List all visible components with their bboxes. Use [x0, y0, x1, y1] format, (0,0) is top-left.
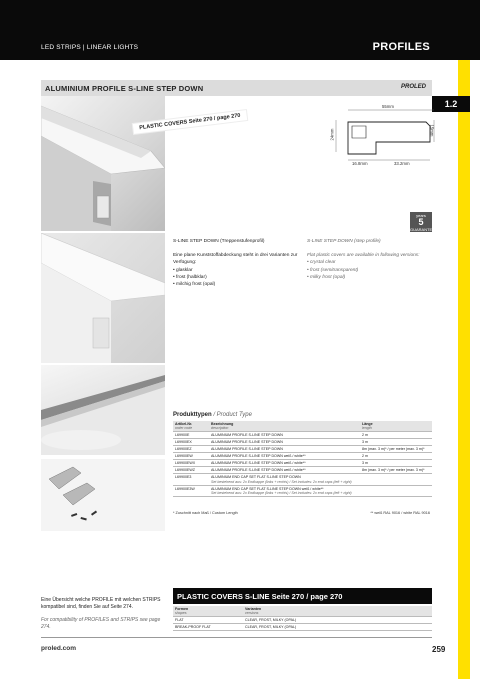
- footnote-white-ral: ** weiß RAL 9016 / white RAL 9016: [370, 511, 430, 515]
- list-item: • milchig frost (opal): [173, 282, 216, 288]
- brand-logo: PROLED: [400, 84, 426, 90]
- guarantee-years-label: years: [416, 213, 426, 218]
- plastic-covers-callout: PLASTIC COVERS Seite 270 / page 270: [133, 110, 247, 134]
- dim-height-left: 24mm: [329, 128, 335, 141]
- dim-width-total: 55mm: [382, 104, 394, 109]
- side-tab-bar: [458, 60, 470, 679]
- table-row: L69900EZ ALUMINIUM PROFILE S-LINE STEP DOWN 8m (max. 3 m)* / per meter (max. 3 m)*: [173, 446, 432, 453]
- footer-divider: [41, 637, 432, 638]
- profile-cross-section-diagram: [330, 102, 440, 168]
- list-item: • crystal clear: [307, 260, 336, 266]
- table-row: L69900E3W ALUMINIUM END CAP SET FLAT S-LINE STEP DOWN weiß / white** Set bestehend aus: 2x Endkappe (links + rechts) / Set includes: 2x end caps (left + right): [173, 485, 432, 496]
- list-item: • frost (halbklar): [173, 274, 207, 280]
- footnote-custom-length: * Zuschnitt nach Maß / Custom Length: [173, 511, 238, 515]
- table-row: L69900EW ALUMINIUM PROFILE S-LINE STEP DOWN weiß / white** 2 m: [173, 453, 432, 460]
- column-header: Länge length: [360, 421, 432, 432]
- category-label: PROFILES: [372, 41, 430, 53]
- product-types-heading: Produkttypen / Product Type: [173, 412, 252, 418]
- description-heading: S-LINE STEP DOWN (Treppenstufenprofil): [173, 239, 265, 244]
- compatibility-note: [41, 597, 161, 631]
- table-row: L69900E3 ALUMINIUM END CAP SET FLAT S-LINE STEP DOWN Set bestehend aus: 2x Endkappe (links + rechts) / Set includes: 2x end caps (left + right): [173, 474, 432, 485]
- table-row: FLAT CLEAR, FROST, MILKY (OPAL): [173, 617, 432, 624]
- plastic-covers-table: [173, 606, 432, 631]
- table-header-row: [173, 421, 432, 432]
- table-row: L69900E ALUMINIUM PROFILE S-LINE STEP DOWN 2 m: [173, 432, 432, 439]
- description-intro: Flat plastic covers are available in following versions:: [307, 253, 420, 259]
- list-item: • milky frost (opal): [307, 274, 346, 280]
- guarantee-label: GUARANTEE: [410, 227, 435, 232]
- description-heading: S-LINE STEP DOWN (step profile): [307, 239, 381, 244]
- chapter-number: 1.2: [432, 96, 470, 112]
- table-row: L69900EWZ ALUMINIUM PROFILE S-LINE STEP DOWN weiß / white** 8m (max. 3 m)* / per meter (max. 3 m)*: [173, 467, 432, 474]
- list-item: • glasklar: [173, 267, 193, 273]
- page-number: 259: [432, 645, 446, 654]
- footer-website-link[interactable]: proled.com: [41, 645, 77, 652]
- end-caps-photo: [41, 459, 165, 531]
- column-header: Bezeichnung description: [209, 421, 360, 432]
- column-header: Varianten versions: [243, 606, 432, 617]
- guarantee-badge: [410, 212, 435, 232]
- description-intro: Eine plane Kunststoffabdeckung steht in drei Varianten zur Verfügung:: [173, 253, 298, 266]
- product-table: [173, 421, 432, 497]
- list-item: • frost (semitransparent): [307, 267, 359, 273]
- description-german: [173, 238, 303, 288]
- column-header: Artikel-Nr. order code: [173, 421, 209, 432]
- section-label: LED STRIPS | LINEAR LIGHTS: [41, 44, 139, 51]
- header-bar: [0, 0, 480, 60]
- table-row: L69900EWX ALUMINIUM PROFILE S-LINE STEP DOWN weiß / white** 3 m: [173, 460, 432, 467]
- installation-photo: [41, 365, 165, 455]
- compatibility-note-de: Eine Übersicht welche PROFILE mit welchen STRIPS kompatibel sind, finden Sie auf Seite 274.: [41, 597, 161, 610]
- table-row: L69900EX ALUMINIUM PROFILE S-LINE STEP DOWN 3 m: [173, 439, 432, 446]
- table-header-row: [173, 606, 432, 617]
- table-row: BREAK-PROOF FLAT CLEAR, FROST, MILKY (OPAL): [173, 624, 432, 631]
- column-header: Formen shapes: [173, 606, 243, 617]
- profile-photo: [41, 96, 165, 231]
- dim-bottom-right: 33.2mm: [394, 161, 410, 166]
- dim-bottom-left: 16.8mm: [352, 161, 368, 166]
- white-profile-photo: [41, 233, 165, 363]
- product-title: ALUMINIUM PROFILE S-LINE STEP DOWN: [45, 84, 204, 93]
- description-english: [307, 238, 437, 281]
- plastic-covers-title: PLASTIC COVERS S-LINE Seite 270 / page 270: [173, 588, 432, 604]
- product-title-bar: [41, 80, 432, 96]
- compatibility-note-en: For compatibility of PROFILES and STRIPS see page 274.: [41, 617, 161, 630]
- guarantee-number: 5: [418, 217, 424, 227]
- dim-height-right: 15mm: [429, 124, 435, 137]
